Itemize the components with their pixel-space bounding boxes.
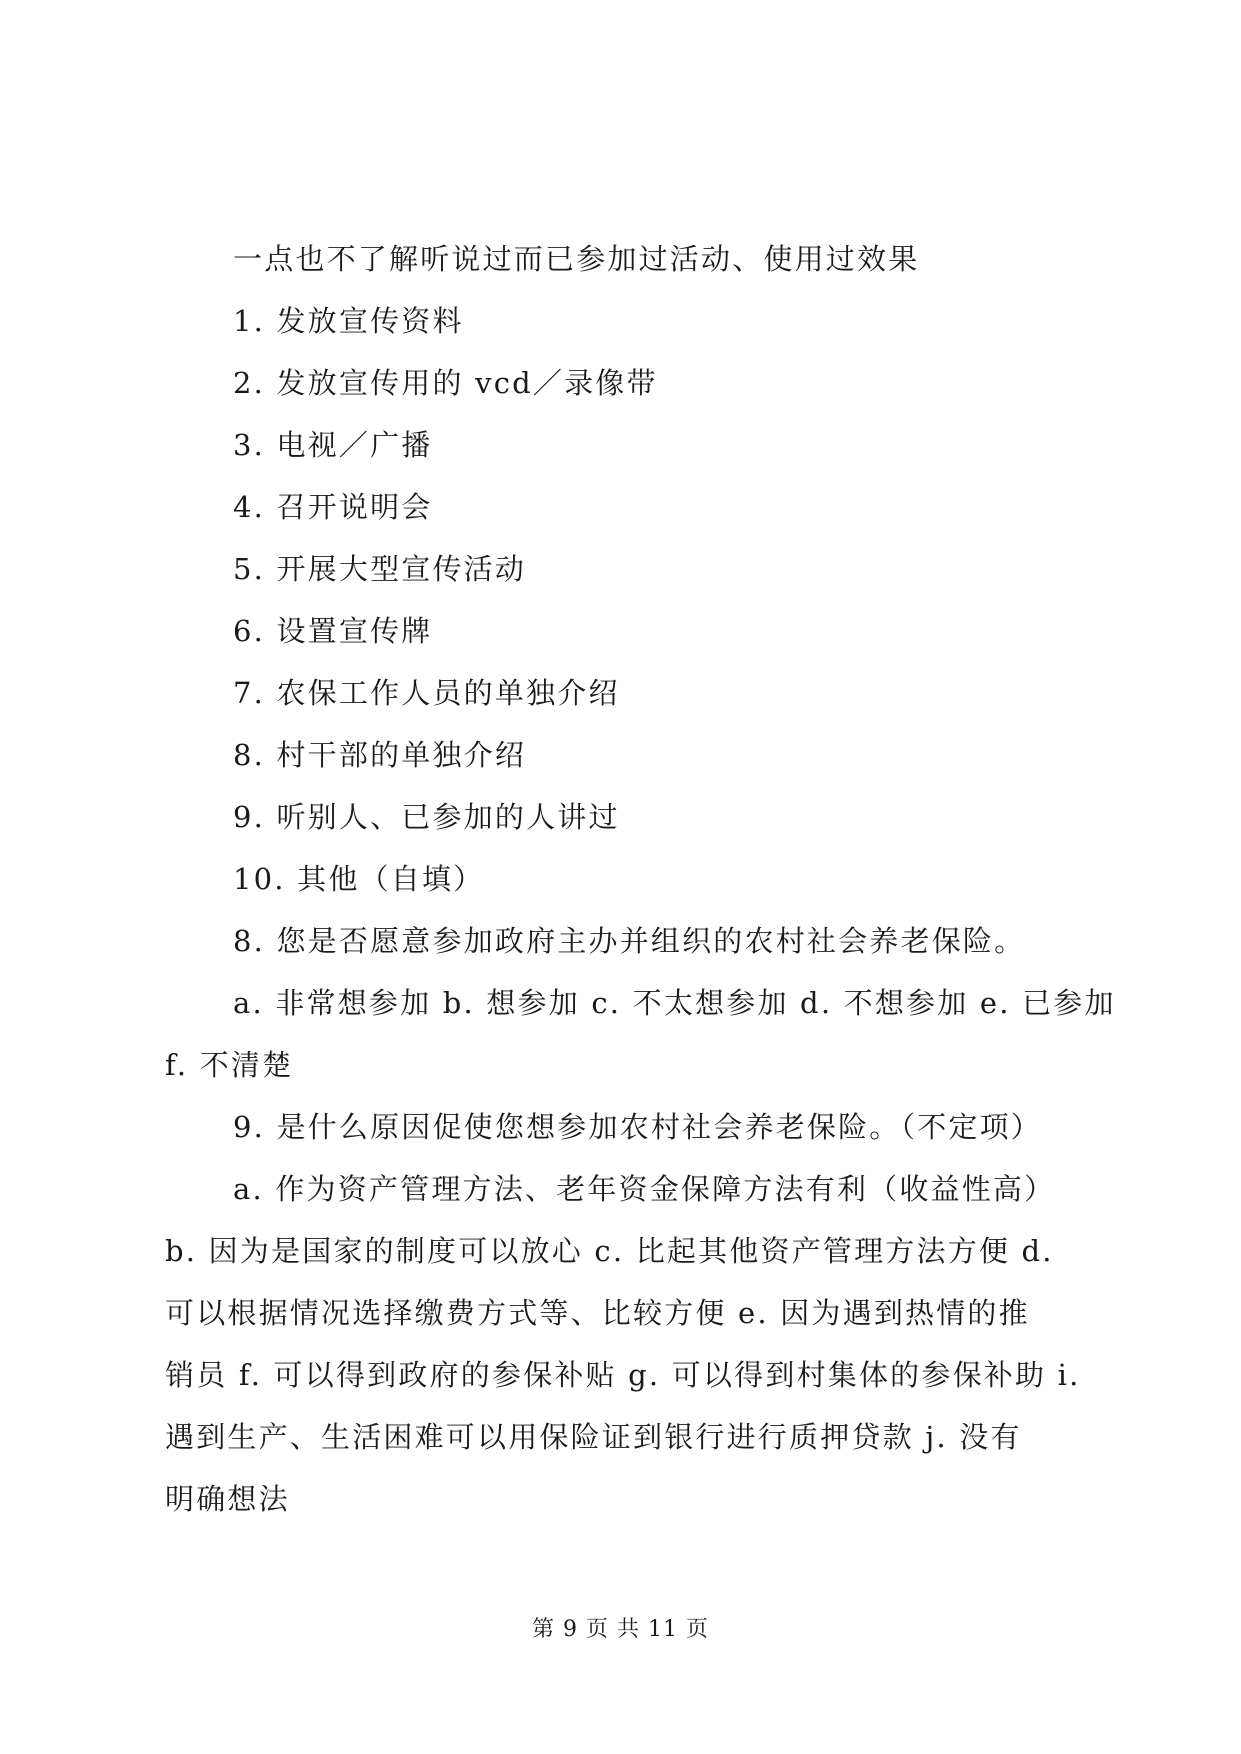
- document-body: [165, 228, 1116, 1530]
- question-8-options-continued: f. 不清楚: [165, 1048, 294, 1082]
- list-item: 7. 农保工作人员的单独介绍: [233, 676, 620, 710]
- question-9-options: a. 作为资产管理方法、老年资金保障方法有利（收益性高）: [233, 1172, 1056, 1206]
- body-line: 一点也不了解听说过而已参加过活动、使用过效果: [233, 242, 920, 276]
- list-item: 8. 村干部的单独介绍: [233, 738, 527, 772]
- list-item: 10. 其他（自填）: [233, 862, 485, 896]
- question-8: 8. 您是否愿意参加政府主办并组织的农村社会养老保险。: [233, 924, 1026, 958]
- question-9-options-continued: 可以根据情况选择缴费方式等、比较方便 e. 因为遇到热情的推: [165, 1296, 1030, 1330]
- question-9-options-continued: 遇到生产、生活困难可以用保险证到银行进行质押贷款 j. 没有: [165, 1420, 1022, 1454]
- list-item: 4. 召开说明会: [233, 490, 433, 524]
- list-item: 2. 发放宣传用的 vcd／录像带: [233, 366, 658, 400]
- list-item: 1. 发放宣传资料: [233, 304, 464, 338]
- question-9: 9. 是什么原因促使您想参加农村社会养老保险。（不定项）: [233, 1110, 1042, 1144]
- question-9-options-continued: 明确想法: [165, 1482, 290, 1516]
- question-9-options-continued: b. 因为是国家的制度可以放心 c. 比起其他资产管理方法方便 d.: [165, 1234, 1054, 1268]
- question-8-options: a. 非常想参加 b. 想参加 c. 不太想参加 d. 不想参加 e. 已参加: [233, 986, 1116, 1020]
- list-item: 6. 设置宣传牌: [233, 614, 433, 648]
- list-item: 5. 开展大型宣传活动: [233, 552, 527, 586]
- list-item: 3. 电视／广播: [233, 428, 433, 462]
- page-footer: 第 9 页 共 11 页: [532, 1617, 709, 1642]
- list-item: 9. 听别人、已参加的人讲过: [233, 800, 620, 834]
- question-9-options-continued: 销员 f. 可以得到政府的参保补贴 g. 可以得到村集体的参保补助 i.: [165, 1358, 1081, 1392]
